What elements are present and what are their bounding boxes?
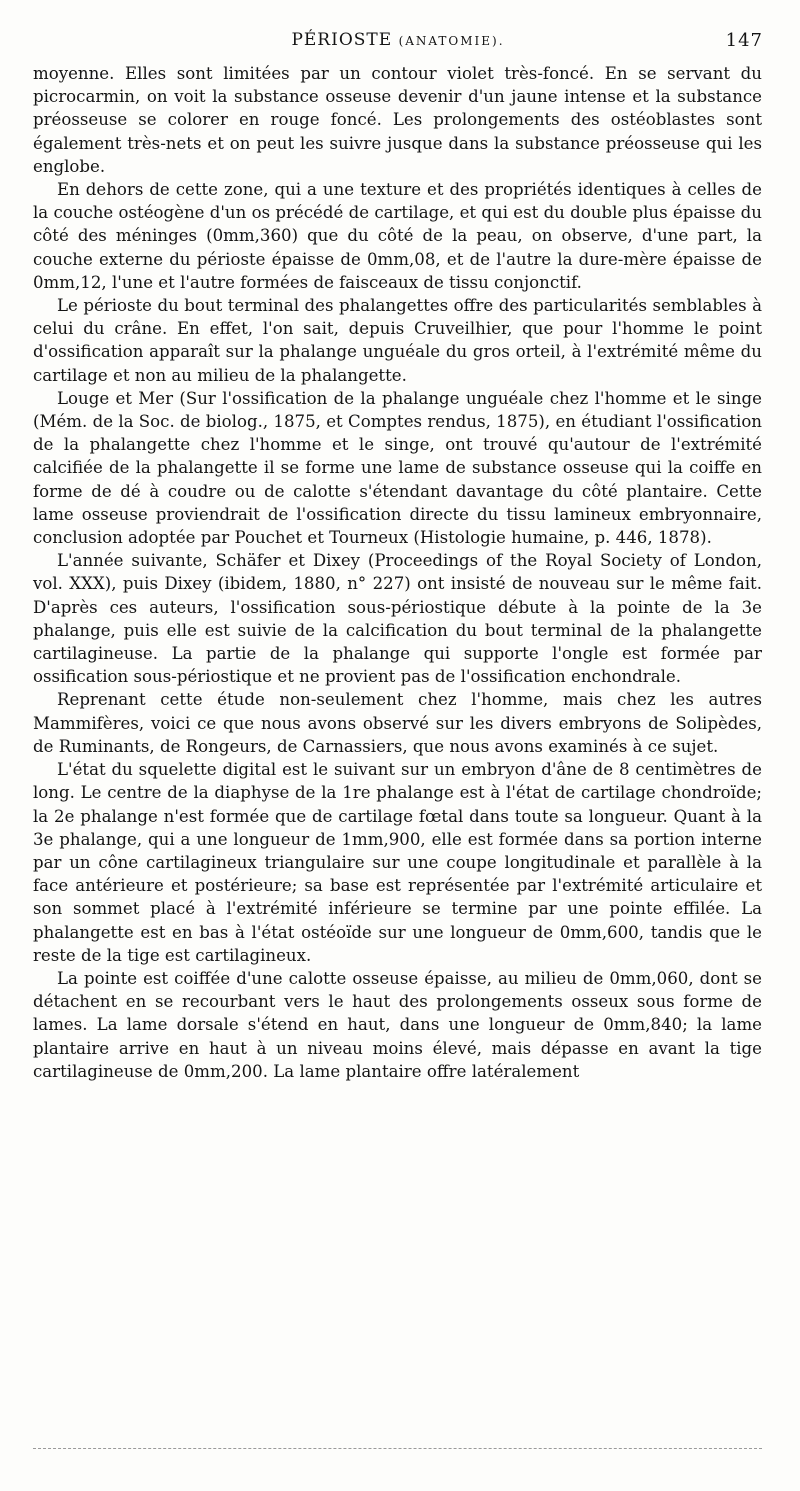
header-title: PÉRIOSTE (291, 30, 393, 50)
paragraph: L'état du squelette digital est le suivant sur un embryon d'âne de 8 centimètres de long. Le centre de la diaphyse de la 1re phalange est à l'état de cartilage chondroïde; la 2e phalange n'est formée que de cartilage fœtal dans toute sa longueur. Quant à la 3e phalange, qui a une longueur de 1mm,900, elle est formée dans sa portion interne par un cône cartilagineux triangulaire sur une coupe longitudinale et parallèle à la face antérieure et postérieure; sa base est représentée par l'extrémité articulaire et son sommet placé à l'extrémité inférieure se termine par une pointe effilée. La phalangette est en bas à l'état ostéoïde sur une longueur de 0mm,600, tandis que le reste de la tige est cartilagineux. (33, 760, 762, 965)
paragraph: Louge et Mer (Sur l'ossification de la phalange unguéale chez l'homme et le singe (Mém. de la Soc. de biolog., 1875, et Comptes rendus, 1875), en étudiant l'ossification de la phalangette chez l'homme et le singe, ont trouvé qu'autour de l'extrémité calcifiée de la phalangette il se forme une lame de substance osseuse qui la coiffe en forme de dé à coudre ou de calotte s'étendant davantage du côté plantaire. Cette lame osseuse proviendrait de l'ossification directe du tissu lamineux embryonnaire, conclusion adoptée par Pouchet et Tourneux (Histologie humaine, p. 446, 1878). (33, 388, 762, 548)
paragraph: En dehors de cette zone, qui a une texture et des propriétés identiques à celles de la couche ostéogène d'un os précédé de cartilage, et qui est du double plus épaisse du côté des méninges (0mm,360) que du côté de la peau, on observe, d'une part, la couche externe du périoste épaisse de 0mm,08, et de l'autre la dure-mère épaisse de 0mm,12, l'une et l'autre formées de faisceaux de tissu conjonctif. (33, 180, 762, 292)
running-title (33, 30, 763, 50)
header-subtitle: (ANATOMIE). (398, 34, 505, 48)
paragraph: Le périoste du bout terminal des phalangettes offre des particularités semblables à celui du crâne. En effet, l'on sait, depuis Cruveilhier, que pour l'homme le point d'ossification apparaît sur la phalange unguéale du gros orteil, à l'extrémité même du cartilage et non au milieu de la phalangette. (33, 296, 762, 385)
footer-rule (33, 1448, 762, 1449)
paragraph: L'année suivante, Schäfer et Dixey (Proceedings of the Royal Society of London, vol. XXX), puis Dixey (ibidem, 1880, n° 227) ont insisté de nouveau sur le même fait. D'après ces auteurs, l'ossification sous-périostique débute à la pointe de la 3e phalange, puis elle est suivie de la calcification du bout terminal de la phalangette cartilagineuse. La partie de la phalange qui supporte l'ongle est formée par ossification sous-périostique et ne provient pas de l'ossification enchondrale. (33, 551, 762, 687)
body-text (33, 62, 762, 1083)
paragraph: moyenne. Elles sont limitées par un contour violet très-foncé. En se servant du picrocarmin, on voit la substance osseuse devenir d'un jaune intense et la substance préosseuse se colorer en rouge foncé. Les prolongements des ostéoblastes sont également très-nets et on peut les suivre jusque dans la substance préosseuse qui les englobe. (33, 64, 762, 176)
running-header (33, 30, 763, 58)
paragraph: Reprenant cette étude non-seulement chez l'homme, mais chez les autres Mammifères, voici ce que nous avons observé sur les divers embryons de Solipèdes, de Ruminants, de Rongeurs, de Carnassiers, que nous avons examinés à ce sujet. (33, 690, 762, 756)
page-number: 147 (725, 30, 763, 51)
paragraph: La pointe est coiffée d'une calotte osseuse épaisse, au milieu de 0mm,060, dont se détachent en se recourbant vers le haut des prolongements osseux sous forme de lames. La lame dorsale s'étend en haut, dans une longueur de 0mm,840; la lame plantaire arrive en haut à un niveau moins élevé, mais dépasse en avant la tige cartilagineuse de 0mm,200. La lame plantaire offre latéralement (33, 968, 762, 1081)
